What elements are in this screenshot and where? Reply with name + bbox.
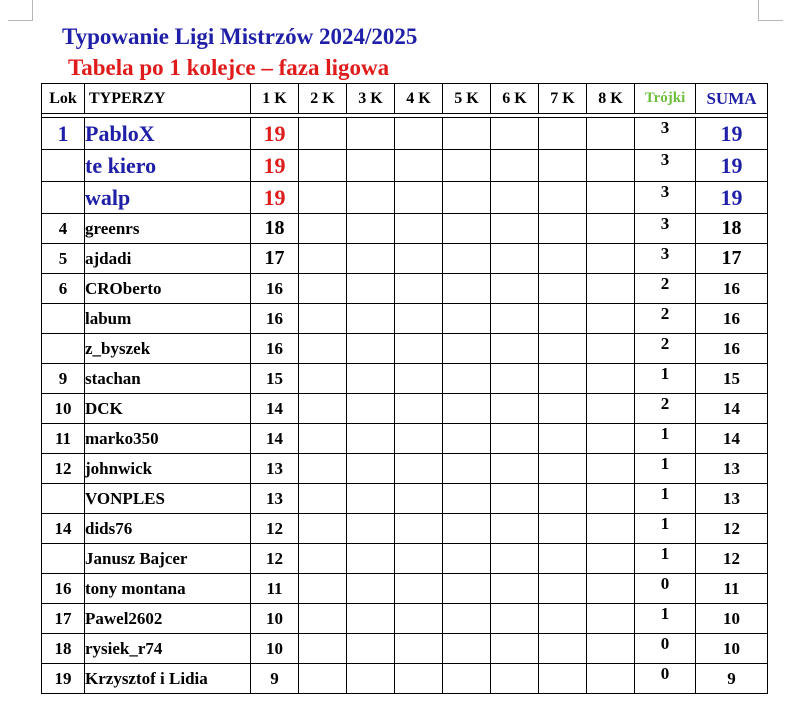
- cell-round-2: [299, 484, 347, 514]
- cell-trojki: 2: [635, 274, 696, 304]
- table-row: [42, 664, 768, 694]
- cell-typer-name: CROberto: [85, 274, 251, 304]
- cell-lok: 14: [42, 514, 85, 544]
- cell-round-6: [491, 304, 539, 334]
- cell-round-2: [299, 182, 347, 214]
- cell-round-1: 13: [251, 454, 299, 484]
- cell-round-3: [347, 634, 395, 664]
- cell-round-6: [491, 394, 539, 424]
- cell-round-5: [443, 394, 491, 424]
- cell-round-4: [395, 544, 443, 574]
- cell-suma: 19: [696, 182, 768, 214]
- cell-round-7: [539, 454, 587, 484]
- cell-round-4: [395, 364, 443, 394]
- cell-round-1: 19: [251, 118, 299, 150]
- cell-round-6: [491, 574, 539, 604]
- cell-round-1: 11: [251, 574, 299, 604]
- cell-suma: 11: [696, 574, 768, 604]
- header-trojki: Trójki: [635, 84, 696, 114]
- cell-round-4: [395, 182, 443, 214]
- cell-round-5: [443, 454, 491, 484]
- cell-round-4: [395, 484, 443, 514]
- page-corner-mark-left: [8, 0, 33, 21]
- cell-typer-name: walp: [85, 182, 251, 214]
- table-row: [42, 150, 768, 182]
- cell-round-1: 13: [251, 484, 299, 514]
- cell-round-5: [443, 274, 491, 304]
- cell-trojki: 1: [635, 604, 696, 634]
- cell-round-6: [491, 274, 539, 304]
- cell-lok: 12: [42, 454, 85, 484]
- cell-round-7: [539, 484, 587, 514]
- table-row: [42, 574, 768, 604]
- cell-lok: 9: [42, 364, 85, 394]
- cell-round-8: [587, 394, 635, 424]
- cell-round-7: [539, 150, 587, 182]
- table-row: [42, 334, 768, 364]
- cell-suma: 19: [696, 118, 768, 150]
- table-row: [42, 304, 768, 334]
- cell-typer-name: stachan: [85, 364, 251, 394]
- cell-round-1: 10: [251, 604, 299, 634]
- cell-round-2: [299, 274, 347, 304]
- cell-suma: 12: [696, 514, 768, 544]
- table-row: [42, 214, 768, 244]
- cell-typer-name: tony montana: [85, 574, 251, 604]
- cell-round-6: [491, 604, 539, 634]
- header-round-1: 1 K: [251, 84, 299, 114]
- cell-round-1: 18: [251, 214, 299, 244]
- cell-round-2: [299, 334, 347, 364]
- cell-typer-name: johnwick: [85, 454, 251, 484]
- cell-lok: 11: [42, 424, 85, 454]
- cell-round-3: [347, 118, 395, 150]
- cell-round-2: [299, 664, 347, 694]
- cell-round-2: [299, 424, 347, 454]
- cell-round-4: [395, 514, 443, 544]
- document-subtitle: Tabela po 1 kolejce – faza ligowa: [68, 55, 390, 80]
- cell-round-8: [587, 182, 635, 214]
- header-suma: SUMA: [696, 84, 768, 114]
- cell-lok: 6: [42, 274, 85, 304]
- cell-trojki: 0: [635, 664, 696, 694]
- cell-trojki: 0: [635, 574, 696, 604]
- cell-round-4: [395, 394, 443, 424]
- cell-round-1: 15: [251, 364, 299, 394]
- cell-lok: 16: [42, 574, 85, 604]
- cell-round-8: [587, 454, 635, 484]
- cell-round-7: [539, 274, 587, 304]
- cell-lok: 19: [42, 664, 85, 694]
- cell-round-6: [491, 544, 539, 574]
- cell-round-7: [539, 182, 587, 214]
- cell-trojki: 2: [635, 334, 696, 364]
- cell-suma: 16: [696, 274, 768, 304]
- cell-round-2: [299, 364, 347, 394]
- cell-trojki: 3: [635, 182, 696, 214]
- cell-round-5: [443, 118, 491, 150]
- cell-round-2: [299, 118, 347, 150]
- cell-trojki: 1: [635, 484, 696, 514]
- table-row: [42, 544, 768, 574]
- cell-round-3: [347, 364, 395, 394]
- header-lok: Lok: [42, 84, 85, 114]
- cell-round-7: [539, 304, 587, 334]
- cell-round-4: [395, 304, 443, 334]
- cell-round-8: [587, 604, 635, 634]
- cell-suma: 17: [696, 244, 768, 274]
- cell-round-4: [395, 604, 443, 634]
- header-round-6: 6 K: [491, 84, 539, 114]
- cell-round-8: [587, 634, 635, 664]
- cell-trojki: 3: [635, 118, 696, 150]
- table-row: [42, 454, 768, 484]
- cell-round-2: [299, 604, 347, 634]
- cell-round-8: [587, 150, 635, 182]
- cell-round-3: [347, 454, 395, 484]
- cell-round-8: [587, 514, 635, 544]
- cell-suma: 16: [696, 304, 768, 334]
- cell-trojki: 1: [635, 544, 696, 574]
- cell-round-3: [347, 274, 395, 304]
- cell-round-6: [491, 150, 539, 182]
- header-round-8: 8 K: [587, 84, 635, 114]
- table-row: [42, 182, 768, 214]
- cell-round-1: 17: [251, 244, 299, 274]
- cell-lok: 17: [42, 604, 85, 634]
- cell-lok: [42, 150, 85, 182]
- cell-round-1: 16: [251, 274, 299, 304]
- table-row: [42, 118, 768, 150]
- cell-round-6: [491, 214, 539, 244]
- cell-round-6: [491, 182, 539, 214]
- table-row: [42, 634, 768, 664]
- cell-suma: 10: [696, 634, 768, 664]
- cell-trojki: 0: [635, 634, 696, 664]
- cell-typer-name: Pawel2602: [85, 604, 251, 634]
- cell-round-2: [299, 574, 347, 604]
- cell-round-1: 16: [251, 304, 299, 334]
- cell-round-6: [491, 424, 539, 454]
- cell-trojki: 1: [635, 364, 696, 394]
- cell-typer-name: rysiek_r74: [85, 634, 251, 664]
- cell-round-7: [539, 214, 587, 244]
- cell-lok: 18: [42, 634, 85, 664]
- cell-round-3: [347, 544, 395, 574]
- cell-round-4: [395, 454, 443, 484]
- cell-suma: 13: [696, 454, 768, 484]
- cell-round-5: [443, 244, 491, 274]
- cell-round-4: [395, 150, 443, 182]
- cell-round-5: [443, 182, 491, 214]
- cell-round-2: [299, 150, 347, 182]
- cell-round-7: [539, 394, 587, 424]
- cell-suma: 12: [696, 544, 768, 574]
- cell-round-1: 10: [251, 634, 299, 664]
- cell-round-8: [587, 574, 635, 604]
- cell-suma: 19: [696, 150, 768, 182]
- cell-round-8: [587, 364, 635, 394]
- cell-round-3: [347, 664, 395, 694]
- cell-typer-name: Janusz Bajcer: [85, 544, 251, 574]
- header-round-5: 5 K: [443, 84, 491, 114]
- cell-round-7: [539, 244, 587, 274]
- cell-round-1: 19: [251, 182, 299, 214]
- cell-round-5: [443, 544, 491, 574]
- cell-round-5: [443, 514, 491, 544]
- cell-round-8: [587, 214, 635, 244]
- cell-round-5: [443, 424, 491, 454]
- cell-typer-name: ajdadi: [85, 244, 251, 274]
- cell-lok: 5: [42, 244, 85, 274]
- cell-round-5: [443, 574, 491, 604]
- cell-trojki: 2: [635, 304, 696, 334]
- cell-round-4: [395, 334, 443, 364]
- header-round-3: 3 K: [347, 84, 395, 114]
- cell-round-5: [443, 304, 491, 334]
- cell-suma: 10: [696, 604, 768, 634]
- cell-round-6: [491, 364, 539, 394]
- cell-typer-name: Krzysztof i Lidia: [85, 664, 251, 694]
- cell-round-2: [299, 304, 347, 334]
- cell-typer-name: PabloX: [85, 118, 251, 150]
- cell-round-5: [443, 664, 491, 694]
- cell-round-3: [347, 182, 395, 214]
- cell-typer-name: te kiero: [85, 150, 251, 182]
- cell-round-7: [539, 118, 587, 150]
- page-corner-mark-right: [758, 0, 783, 21]
- cell-round-8: [587, 304, 635, 334]
- cell-round-4: [395, 424, 443, 454]
- cell-round-2: [299, 244, 347, 274]
- cell-round-7: [539, 544, 587, 574]
- cell-round-2: [299, 214, 347, 244]
- cell-round-1: 9: [251, 664, 299, 694]
- cell-round-7: [539, 604, 587, 634]
- cell-round-1: 16: [251, 334, 299, 364]
- cell-typer-name: dids76: [85, 514, 251, 544]
- header-row: [42, 84, 768, 114]
- cell-round-8: [587, 424, 635, 454]
- cell-round-7: [539, 424, 587, 454]
- cell-trojki: 3: [635, 244, 696, 274]
- cell-trojki: 1: [635, 424, 696, 454]
- cell-suma: 9: [696, 664, 768, 694]
- cell-round-5: [443, 484, 491, 514]
- cell-round-6: [491, 634, 539, 664]
- table-row: [42, 364, 768, 394]
- cell-trojki: 1: [635, 454, 696, 484]
- cell-typer-name: greenrs: [85, 214, 251, 244]
- document-title: Typowanie Ligi Mistrzów 2024/2025: [62, 24, 418, 49]
- header-typerzy: TYPERZY: [85, 84, 251, 114]
- cell-round-3: [347, 394, 395, 424]
- cell-round-7: [539, 514, 587, 544]
- cell-round-3: [347, 604, 395, 634]
- cell-round-4: [395, 664, 443, 694]
- cell-round-1: 12: [251, 544, 299, 574]
- cell-lok: 1: [42, 118, 85, 150]
- cell-round-2: [299, 544, 347, 574]
- table-row: [42, 604, 768, 634]
- cell-round-6: [491, 514, 539, 544]
- cell-round-2: [299, 394, 347, 424]
- cell-round-6: [491, 454, 539, 484]
- cell-round-8: [587, 334, 635, 364]
- cell-round-5: [443, 334, 491, 364]
- cell-suma: 18: [696, 214, 768, 244]
- cell-round-6: [491, 484, 539, 514]
- cell-round-7: [539, 574, 587, 604]
- cell-lok: [42, 544, 85, 574]
- cell-round-8: [587, 244, 635, 274]
- cell-round-1: 19: [251, 150, 299, 182]
- cell-round-4: [395, 274, 443, 304]
- cell-round-3: [347, 424, 395, 454]
- table-row: [42, 244, 768, 274]
- cell-typer-name: labum: [85, 304, 251, 334]
- cell-suma: 14: [696, 424, 768, 454]
- cell-suma: 13: [696, 484, 768, 514]
- cell-round-8: [587, 118, 635, 150]
- cell-round-4: [395, 214, 443, 244]
- cell-round-7: [539, 634, 587, 664]
- cell-round-8: [587, 484, 635, 514]
- cell-round-3: [347, 574, 395, 604]
- table-row: [42, 484, 768, 514]
- cell-round-6: [491, 664, 539, 694]
- cell-round-1: 14: [251, 394, 299, 424]
- cell-suma: 15: [696, 364, 768, 394]
- header-round-7: 7 K: [539, 84, 587, 114]
- cell-lok: [42, 334, 85, 364]
- cell-round-6: [491, 244, 539, 274]
- header-round-2: 2 K: [299, 84, 347, 114]
- cell-round-8: [587, 664, 635, 694]
- cell-round-7: [539, 334, 587, 364]
- table-row: [42, 394, 768, 424]
- header-round-4: 4 K: [395, 84, 443, 114]
- cell-trojki: 2: [635, 394, 696, 424]
- cell-round-5: [443, 150, 491, 182]
- cell-round-2: [299, 634, 347, 664]
- cell-round-3: [347, 214, 395, 244]
- cell-round-3: [347, 334, 395, 364]
- cell-lok: [42, 484, 85, 514]
- cell-round-3: [347, 484, 395, 514]
- standings-table: [41, 83, 768, 694]
- cell-round-3: [347, 150, 395, 182]
- cell-round-2: [299, 454, 347, 484]
- cell-suma: 14: [696, 394, 768, 424]
- cell-trojki: 3: [635, 214, 696, 244]
- cell-round-5: [443, 604, 491, 634]
- cell-typer-name: DCK: [85, 394, 251, 424]
- cell-typer-name: z_byszek: [85, 334, 251, 364]
- cell-lok: [42, 304, 85, 334]
- cell-round-3: [347, 244, 395, 274]
- cell-suma: 16: [696, 334, 768, 364]
- cell-round-8: [587, 544, 635, 574]
- table-row: [42, 274, 768, 304]
- cell-trojki: 1: [635, 514, 696, 544]
- cell-lok: 4: [42, 214, 85, 244]
- cell-round-5: [443, 214, 491, 244]
- cell-trojki: 3: [635, 150, 696, 182]
- cell-round-3: [347, 514, 395, 544]
- cell-round-7: [539, 664, 587, 694]
- cell-round-4: [395, 634, 443, 664]
- cell-typer-name: VONPLES: [85, 484, 251, 514]
- cell-round-5: [443, 634, 491, 664]
- cell-round-4: [395, 574, 443, 604]
- cell-typer-name: marko350: [85, 424, 251, 454]
- cell-round-2: [299, 514, 347, 544]
- cell-round-3: [347, 304, 395, 334]
- cell-round-4: [395, 118, 443, 150]
- cell-round-7: [539, 364, 587, 394]
- cell-round-5: [443, 364, 491, 394]
- cell-round-1: 12: [251, 514, 299, 544]
- cell-round-6: [491, 334, 539, 364]
- table-row: [42, 514, 768, 544]
- cell-round-8: [587, 274, 635, 304]
- cell-lok: 10: [42, 394, 85, 424]
- cell-round-4: [395, 244, 443, 274]
- cell-lok: [42, 182, 85, 214]
- cell-round-6: [491, 118, 539, 150]
- table-row: [42, 424, 768, 454]
- cell-round-1: 14: [251, 424, 299, 454]
